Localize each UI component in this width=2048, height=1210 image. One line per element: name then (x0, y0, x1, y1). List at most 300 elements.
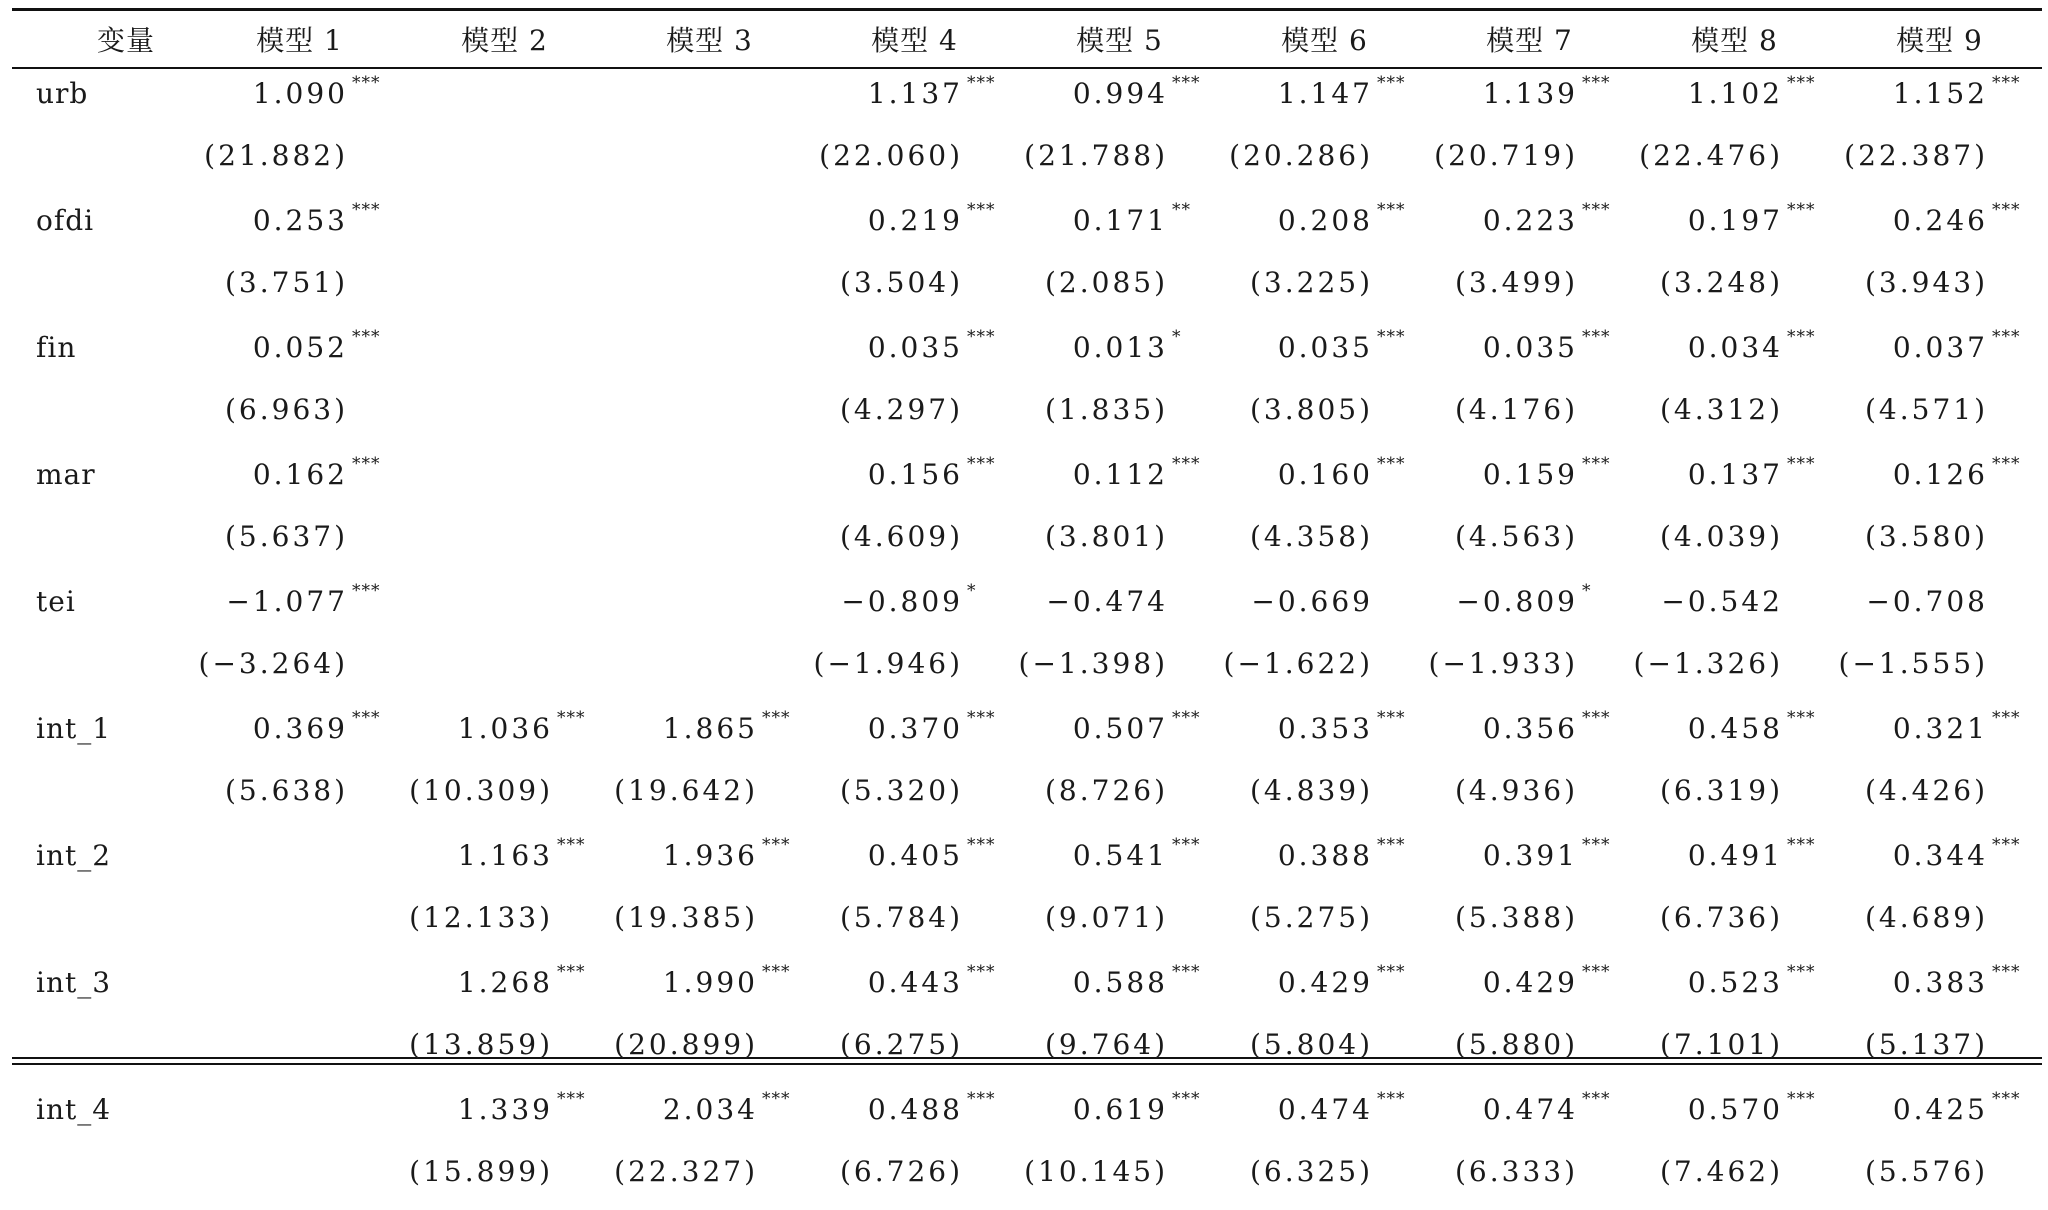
t-statistic-cell (197, 1022, 402, 1084)
coefficient-cell (1222, 67, 1427, 133)
t-statistic-cell (1632, 387, 1837, 449)
coefficient-value: 1.090 (253, 77, 348, 110)
coefficient-value: −0.809 (1456, 585, 1578, 618)
t-statistic-cell (1222, 641, 1427, 703)
coefficient-cell (1427, 956, 1632, 1022)
t-statistic-value: (21.882) (204, 139, 348, 172)
t-statistic-value: (3.805) (1250, 393, 1373, 426)
t-statistic-cell (402, 1022, 607, 1084)
t-statistic-value: (5.275) (1250, 901, 1373, 934)
coefficient-cell (402, 575, 607, 641)
header-model-9: 模型 9 (1837, 11, 2042, 67)
coefficient-value: 0.443 (868, 966, 963, 999)
coefficient-value: 0.035 (1278, 331, 1373, 364)
coefficient-value: 0.388 (1278, 839, 1373, 872)
coefficient-value: 0.356 (1483, 712, 1578, 745)
t-statistic-value: (6.736) (1660, 901, 1783, 934)
significance-stars: *** (758, 962, 800, 982)
header-model-8: 模型 8 (1632, 11, 1837, 67)
t-statistic-value: (−1.555) (1839, 647, 1988, 680)
t-statistic-value: (10.145) (1024, 1155, 1168, 1188)
empty-variable-cell (12, 387, 197, 449)
coefficient-cell (1222, 321, 1427, 387)
coefficient-cell (607, 67, 812, 133)
t-statistic-value: (4.839) (1250, 774, 1373, 807)
t-statistic-cell (607, 768, 812, 830)
t-statistic-cell (1632, 895, 1837, 957)
coefficient-cell (1427, 448, 1632, 514)
coefficient-cell (1222, 956, 1427, 1022)
significance-stars: *** (1578, 708, 1620, 728)
coefficient-cell (1837, 448, 2042, 514)
t-statistic-value: (1.835) (1045, 393, 1168, 426)
t-statistic-cell (402, 895, 607, 957)
coefficient-value: 1.139 (1483, 77, 1578, 110)
header-model-4: 模型 4 (812, 11, 1017, 67)
coefficient-cell (812, 194, 1017, 260)
significance-stars: *** (1988, 73, 2030, 93)
header-model-6: 模型 6 (1222, 11, 1427, 67)
t-statistic-row (12, 1149, 2042, 1210)
coefficient-value: 0.219 (868, 204, 963, 237)
significance-stars: *** (348, 454, 390, 474)
coefficient-cell (1837, 321, 2042, 387)
t-statistic-value: (9.764) (1045, 1028, 1168, 1061)
t-statistic-value: (5.784) (840, 901, 963, 934)
empty-variable-cell (12, 641, 197, 703)
t-statistic-cell (1017, 641, 1222, 703)
t-statistic-value: (22.387) (1844, 139, 1988, 172)
t-statistic-cell (1017, 514, 1222, 576)
t-statistic-value: (13.859) (409, 1028, 553, 1061)
t-statistic-value: (7.101) (1660, 1028, 1783, 1061)
coefficient-value: 0.197 (1688, 204, 1783, 237)
t-statistic-cell (402, 387, 607, 449)
t-statistic-cell (1222, 1149, 1427, 1210)
variable-name: int_3 (12, 956, 197, 1022)
coefficient-cell (1222, 575, 1427, 641)
header-model-1: 模型 1 (197, 11, 402, 67)
t-statistic-value: (3.943) (1865, 266, 1988, 299)
header-model-2: 模型 2 (402, 11, 607, 67)
coefficient-cell (197, 67, 402, 133)
coefficient-value: 1.865 (663, 712, 758, 745)
significance-stars: *** (1373, 962, 1415, 982)
t-statistic-value: (6.319) (1660, 774, 1783, 807)
significance-stars: *** (348, 73, 390, 93)
significance-stars: *** (1373, 1089, 1415, 1109)
significance-stars: *** (348, 327, 390, 347)
coefficient-value: 0.223 (1483, 204, 1578, 237)
t-statistic-cell (1427, 260, 1632, 322)
header-row (12, 11, 2042, 67)
significance-stars: *** (758, 708, 800, 728)
significance-stars: *** (1578, 327, 1620, 347)
t-statistic-cell (197, 895, 402, 957)
variable-name: ofdi (12, 194, 197, 260)
t-statistic-cell (1837, 768, 2042, 830)
empty-variable-cell (12, 260, 197, 322)
t-statistic-value: (4.176) (1455, 393, 1578, 426)
t-statistic-cell (1837, 260, 2042, 322)
coefficient-cell (402, 829, 607, 895)
coefficient-cell (812, 956, 1017, 1022)
coefficient-value: 0.037 (1893, 331, 1988, 364)
coefficient-cell (197, 575, 402, 641)
significance-stars: *** (1988, 835, 2030, 855)
coefficient-cell (1427, 194, 1632, 260)
coefficient-value: 0.253 (253, 204, 348, 237)
significance-stars: *** (963, 200, 1005, 220)
coefficient-value: 0.112 (1073, 458, 1168, 491)
significance-stars: *** (553, 962, 595, 982)
t-statistic-cell (197, 133, 402, 195)
t-statistic-cell (1427, 641, 1632, 703)
coefficient-cell (197, 1083, 402, 1149)
t-statistic-value: (3.504) (840, 266, 963, 299)
significance-stars: *** (1783, 1089, 1825, 1109)
coefficient-value: 0.507 (1073, 712, 1168, 745)
significance-stars: *** (348, 200, 390, 220)
significance-stars: *** (1988, 1089, 2030, 1109)
coefficient-row (12, 956, 2042, 1022)
t-statistic-cell (1632, 260, 1837, 322)
t-statistic-cell (1017, 260, 1222, 322)
significance-stars: *** (553, 708, 595, 728)
t-statistic-cell (402, 1149, 607, 1210)
empty-variable-cell (12, 514, 197, 576)
t-statistic-cell (1837, 641, 2042, 703)
t-statistic-value: (8.726) (1045, 774, 1168, 807)
t-statistic-cell (1632, 1149, 1837, 1210)
t-statistic-value: (4.358) (1250, 520, 1373, 553)
t-statistic-cell (402, 641, 607, 703)
t-statistic-cell (197, 768, 402, 830)
variable-name: int_4 (12, 1083, 197, 1149)
t-statistic-cell (197, 514, 402, 576)
t-statistic-value: (3.225) (1250, 266, 1373, 299)
significance-stars: *** (1168, 1089, 1210, 1109)
t-statistic-value: (4.689) (1865, 901, 1988, 934)
t-statistic-cell (1837, 387, 2042, 449)
coefficient-cell (1632, 194, 1837, 260)
significance-stars: *** (1578, 73, 1620, 93)
coefficient-value: 1.990 (663, 966, 758, 999)
significance-stars: *** (1168, 962, 1210, 982)
coefficient-value: 0.370 (868, 712, 963, 745)
coefficient-cell (1837, 67, 2042, 133)
coefficient-cell (1017, 448, 1222, 514)
header-model-7: 模型 7 (1427, 11, 1632, 67)
coefficient-value: 1.137 (868, 77, 963, 110)
t-statistic-value: (3.751) (225, 266, 348, 299)
coefficient-value: 0.405 (868, 839, 963, 872)
t-statistic-cell (1017, 133, 1222, 195)
coefficient-cell (1427, 1083, 1632, 1149)
t-statistic-value: (4.609) (840, 520, 963, 553)
t-statistic-value: (4.936) (1455, 774, 1578, 807)
coefficient-value: 0.391 (1483, 839, 1578, 872)
empty-variable-cell (12, 1022, 197, 1084)
significance-stars: *** (963, 708, 1005, 728)
empty-variable-cell (12, 133, 197, 195)
coefficient-value: −0.542 (1661, 585, 1783, 618)
t-statistic-cell (1837, 1022, 2042, 1084)
t-statistic-cell (1427, 514, 1632, 576)
coefficient-cell (812, 321, 1017, 387)
t-statistic-cell (1017, 895, 1222, 957)
coefficient-cell (197, 448, 402, 514)
significance-stars: *** (963, 327, 1005, 347)
t-statistic-value: (9.071) (1045, 901, 1168, 934)
significance-stars: *** (1988, 454, 2030, 474)
t-statistic-cell (402, 514, 607, 576)
coefficient-value: 0.159 (1483, 458, 1578, 491)
coefficient-value: 0.208 (1278, 204, 1373, 237)
coefficient-cell (1017, 829, 1222, 895)
coefficient-value: 1.936 (663, 839, 758, 872)
t-statistic-value: (4.297) (840, 393, 963, 426)
t-statistic-value: (5.638) (225, 774, 348, 807)
coefficient-row (12, 448, 2042, 514)
t-statistic-cell (607, 1022, 812, 1084)
t-statistic-cell (1837, 514, 2042, 576)
significance-stars: *** (1783, 327, 1825, 347)
t-statistic-cell (812, 133, 1017, 195)
t-statistic-cell (607, 1149, 812, 1210)
t-statistic-value: (20.719) (1434, 139, 1578, 172)
t-statistic-row (12, 768, 2042, 830)
t-statistic-value: (5.880) (1455, 1028, 1578, 1061)
coefficient-value: 0.344 (1893, 839, 1988, 872)
coefficient-value: 0.523 (1688, 966, 1783, 999)
t-statistic-cell (402, 260, 607, 322)
empty-variable-cell (12, 895, 197, 957)
t-statistic-value: (4.563) (1455, 520, 1578, 553)
t-statistic-cell (1632, 641, 1837, 703)
coefficient-cell (197, 702, 402, 768)
coefficient-cell (607, 702, 812, 768)
t-statistic-cell (1427, 1149, 1632, 1210)
significance-stars: ** (1168, 200, 1210, 220)
t-statistic-value: (19.385) (614, 901, 758, 934)
t-statistic-row (12, 260, 2042, 322)
significance-stars: *** (1783, 454, 1825, 474)
coefficient-cell (402, 67, 607, 133)
coefficient-value: 0.171 (1073, 204, 1168, 237)
coefficient-cell (1837, 702, 2042, 768)
significance-stars: *** (553, 1089, 595, 1109)
coefficient-cell (197, 194, 402, 260)
coefficient-row (12, 702, 2042, 768)
coefficient-value: 0.160 (1278, 458, 1373, 491)
coefficient-row (12, 67, 2042, 133)
t-statistic-row (12, 387, 2042, 449)
regression-table (12, 11, 2042, 1210)
significance-stars: *** (1168, 708, 1210, 728)
t-statistic-cell (1017, 387, 1222, 449)
coefficient-value: 1.163 (458, 839, 553, 872)
t-statistic-value: (20.286) (1229, 139, 1373, 172)
coefficient-cell (1427, 829, 1632, 895)
significance-stars: *** (1578, 454, 1620, 474)
t-statistic-cell (1427, 133, 1632, 195)
t-statistic-value: (7.462) (1660, 1155, 1783, 1188)
t-statistic-cell (197, 260, 402, 322)
t-statistic-cell (1427, 387, 1632, 449)
coefficient-cell (812, 575, 1017, 641)
coefficient-value: 1.147 (1278, 77, 1373, 110)
empty-variable-cell (12, 1149, 197, 1210)
coefficient-cell (1017, 67, 1222, 133)
t-statistic-value: (3.580) (1865, 520, 1988, 553)
variable-name: int_1 (12, 702, 197, 768)
header-variable: 变量 (12, 11, 197, 67)
coefficient-cell (1222, 702, 1427, 768)
coefficient-value: 0.491 (1688, 839, 1783, 872)
coefficient-value: 0.162 (253, 458, 348, 491)
t-statistic-cell (1427, 1022, 1632, 1084)
coefficient-cell (1632, 829, 1837, 895)
t-statistic-value: (19.642) (614, 774, 758, 807)
t-statistic-cell (1427, 768, 1632, 830)
significance-stars: *** (1373, 200, 1415, 220)
coefficient-value: −0.809 (841, 585, 963, 618)
coefficient-row (12, 321, 2042, 387)
coefficient-cell (607, 448, 812, 514)
t-statistic-value: (−3.264) (199, 647, 348, 680)
t-statistic-value: (4.312) (1660, 393, 1783, 426)
coefficient-cell (1632, 321, 1837, 387)
t-statistic-value: (12.133) (409, 901, 553, 934)
t-statistic-value: (6.275) (840, 1028, 963, 1061)
t-statistic-value: (−1.622) (1224, 647, 1373, 680)
variable-name: urb (12, 67, 197, 133)
coefficient-cell (607, 829, 812, 895)
t-statistic-cell (1222, 514, 1427, 576)
t-statistic-value: (22.476) (1639, 139, 1783, 172)
t-statistic-value: (6.726) (840, 1155, 963, 1188)
t-statistic-value: (21.788) (1024, 139, 1168, 172)
coefficient-cell (1427, 67, 1632, 133)
coefficient-cell (197, 829, 402, 895)
t-statistic-value: (22.060) (819, 139, 963, 172)
t-statistic-value: (−1.946) (814, 647, 963, 680)
coefficient-value: 0.156 (868, 458, 963, 491)
coefficient-cell (1017, 702, 1222, 768)
coefficient-cell (607, 194, 812, 260)
coefficient-value: 0.429 (1483, 966, 1578, 999)
t-statistic-cell (812, 387, 1017, 449)
t-statistic-value: (4.571) (1865, 393, 1988, 426)
t-statistic-cell (1837, 133, 2042, 195)
t-statistic-value: (−1.326) (1634, 647, 1783, 680)
t-statistic-cell (402, 768, 607, 830)
t-statistic-row (12, 641, 2042, 703)
coefficient-value: 0.137 (1688, 458, 1783, 491)
coefficient-value: 0.619 (1073, 1093, 1168, 1126)
t-statistic-cell (1017, 1149, 1222, 1210)
coefficient-cell (1222, 829, 1427, 895)
t-statistic-value: (4.426) (1865, 774, 1988, 807)
significance-stars: *** (1988, 962, 2030, 982)
t-statistic-cell (1837, 895, 2042, 957)
variable-name: fin (12, 321, 197, 387)
coefficient-cell (1632, 448, 1837, 514)
coefficient-row (12, 575, 2042, 641)
coefficient-cell (607, 956, 812, 1022)
significance-stars: * (1578, 581, 1620, 601)
t-statistic-cell (1017, 768, 1222, 830)
coefficient-cell (812, 448, 1017, 514)
coefficient-cell (402, 956, 607, 1022)
significance-stars: *** (1578, 962, 1620, 982)
coefficient-cell (812, 67, 1017, 133)
coefficient-value: 0.994 (1073, 77, 1168, 110)
significance-stars: *** (1783, 200, 1825, 220)
significance-stars: *** (1988, 708, 2030, 728)
t-statistic-cell (812, 514, 1017, 576)
coefficient-value: −0.669 (1251, 585, 1373, 618)
t-statistic-cell (607, 387, 812, 449)
significance-stars: *** (1988, 327, 2030, 347)
significance-stars: *** (1783, 708, 1825, 728)
significance-stars: *** (963, 73, 1005, 93)
t-statistic-value: (5.576) (1865, 1155, 1988, 1188)
t-statistic-row (12, 133, 2042, 195)
t-statistic-cell (1222, 1022, 1427, 1084)
coefficient-cell (1632, 956, 1837, 1022)
coefficient-value: 0.246 (1893, 204, 1988, 237)
coefficient-value: 0.034 (1688, 331, 1783, 364)
significance-stars: *** (1168, 835, 1210, 855)
coefficient-value: 0.353 (1278, 712, 1373, 745)
coefficient-value: 1.036 (458, 712, 553, 745)
coefficient-value: 0.429 (1278, 966, 1373, 999)
significance-stars: *** (1373, 73, 1415, 93)
coefficient-value: 0.588 (1073, 966, 1168, 999)
t-statistic-cell (1632, 768, 1837, 830)
variable-name: int_2 (12, 829, 197, 895)
coefficient-cell (402, 1083, 607, 1149)
coefficient-value: 2.034 (663, 1093, 758, 1126)
coefficient-cell (1427, 321, 1632, 387)
coefficient-cell (1017, 194, 1222, 260)
significance-stars: * (963, 581, 1005, 601)
significance-stars: *** (1783, 962, 1825, 982)
coefficient-value: 0.425 (1893, 1093, 1988, 1126)
t-statistic-value: (10.309) (409, 774, 553, 807)
t-statistic-cell (1222, 895, 1427, 957)
coefficient-cell (1017, 575, 1222, 641)
coefficient-row (12, 194, 2042, 260)
coefficient-cell (1837, 194, 2042, 260)
coefficient-value: 1.152 (1893, 77, 1988, 110)
t-statistic-value: (4.039) (1660, 520, 1783, 553)
significance-stars: *** (1783, 835, 1825, 855)
variable-name: mar (12, 448, 197, 514)
coefficient-cell (812, 1083, 1017, 1149)
t-statistic-cell (812, 1022, 1017, 1084)
coefficient-cell (402, 194, 607, 260)
coefficient-cell (1837, 956, 2042, 1022)
coefficient-cell (812, 702, 1017, 768)
significance-stars: *** (1373, 708, 1415, 728)
significance-stars: *** (963, 454, 1005, 474)
coefficient-value: 0.321 (1893, 712, 1988, 745)
coefficient-value: −1.077 (226, 585, 348, 618)
coefficient-value: 0.488 (868, 1093, 963, 1126)
